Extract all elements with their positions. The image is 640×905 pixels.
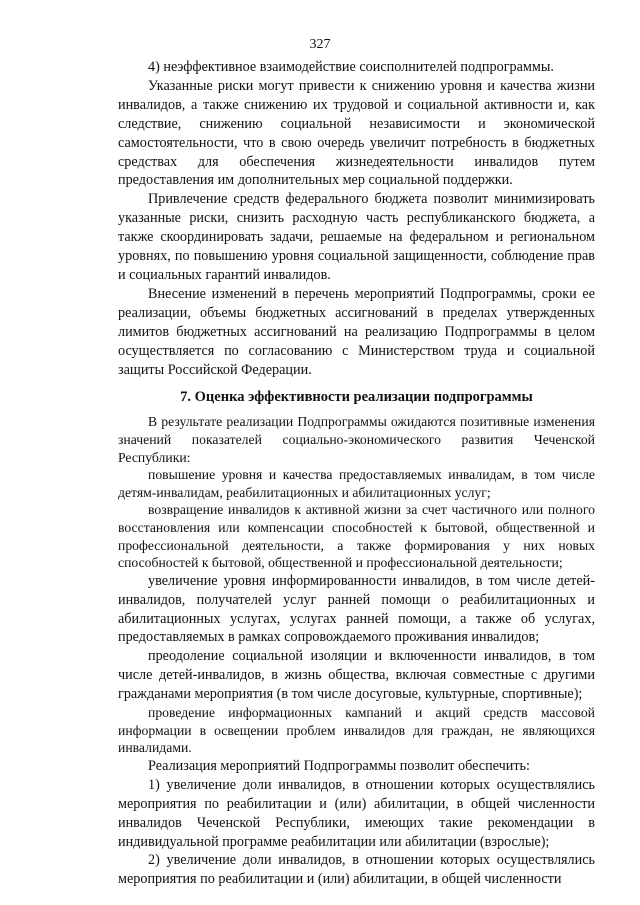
section-heading: 7. Оценка эффективности реализации подпрограммы xyxy=(180,389,533,406)
expected-change-quality: повышение уровня и качества предоставляемых инвалидам, в том числе детям-инвалидам, реабилитационных и абилитационных услуг; xyxy=(118,467,595,500)
outcomes-intro: Реализация мероприятий Подпрограммы позволит обеспечить: xyxy=(148,757,530,774)
risk-consequences-paragraph: Указанные риски могут привести к снижению уровня и качества жизни инвалидов, а также снижению их трудовой и социальной активности и, как следствие, снижению социальной независимости и экономической самостоятельности, что в свою очередь увеличит потребность в бюджетных средствах для обеспечения жизнедеятельности инвалидов путем предоставления им дополнительных мер социальной поддержки. xyxy=(118,77,595,189)
outcome-item-2: 2) увеличение доли инвалидов, в отношении которых осуществлялись мероприятия по реабилитации и (или) абилитации, в общей численности xyxy=(118,852,595,888)
changes-coordination-paragraph: Внесение изменений в перечень мероприятий Подпрограммы, сроки ее реализации, объемы бюджетных ассигнований в пределах утвержденных лимитов бюджетных ассигнований на реализацию Подпрограммы в целом осуществляется по согласованию с Министерством труда и социальной защиты Российской Федерации. xyxy=(118,285,595,378)
expected-change-active-life: возвращение инвалидов к активной жизни за счет частичного или полного восстановления или компенсации способностей к бытовой, общественной и профессиональной деятельности, а также формирования у них новых способностей к бытовой, общественной и профессиональной деятельности; xyxy=(118,502,595,571)
federal-budget-paragraph: Привлечение средств федерального бюджета позволит минимизировать указанные риски, снизить расходную часть республиканского бюджета, а также скоординировать задачи, решаемые на федеральном и региональном уровнях, по повышению уровня социальной защищенности, соблюдение прав и социальных гарантий инвалидов. xyxy=(118,191,595,283)
page-content xyxy=(118,58,595,889)
risk-item-4: 4) неэффективное взаимодействие соисполнителей подпрограммы. xyxy=(148,59,554,75)
expected-change-media: проведение информационных кампаний и акций средств массовой информации в освещении проблем инвалидов для граждан, не являющихся инвалидами. xyxy=(118,705,595,756)
expected-change-inclusion: преодоление социальной изоляции и включенности инвалидов, в том числе детей-инвалидов, в жизнь общества, включая совместные с другими гражданами мероприятия (в том числе досуговые, культурные, спортивные); xyxy=(118,648,595,703)
outcome-item-1: 1) увеличение доли инвалидов, в отношении которых осуществлялись мероприятия по реабилитации и (или) абилитации, в общей численности инвалидов Чеченской Республики, имеющих такие рекомендации в индивидуальной программе реабилитации или абилитации (взрослые); xyxy=(118,776,595,850)
expected-change-awareness: увеличение уровня информированности инвалидов, в том числе детей-инвалидов, получателей услуг ранней помощи о реабилитационных и абилитационных услугах, услугах ранней помощи, а также об услугах, предоставляемых в рамках сопровождаемого проживания инвалидов; xyxy=(118,572,595,646)
page-number: 327 xyxy=(309,37,331,52)
expected-changes-intro: В результате реализации Подпрограммы ожидаются позитивные изменения значений показателей социально-экономического развития Чеченской Республики: xyxy=(118,414,595,465)
